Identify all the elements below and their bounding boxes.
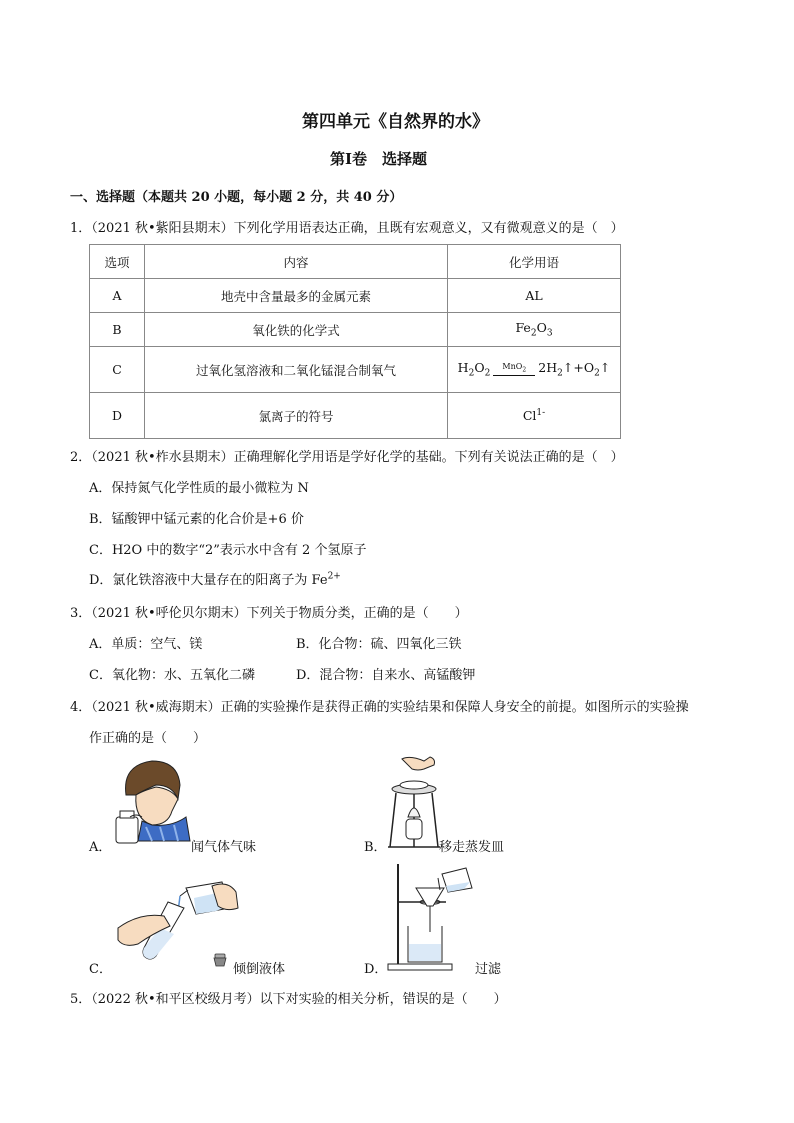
filtration-illustration <box>384 858 476 974</box>
question-4-option-d-letter: D． <box>364 962 388 977</box>
question-3-option-a: A．单质：空气、镁 <box>89 637 203 652</box>
question-4-option-b-letter: B． <box>364 840 387 855</box>
row-option: C <box>90 347 145 393</box>
question-5-stem: 5．（2022 秋•和平区校级月考）以下对实验的相关分析，错误的是（ ） <box>70 992 507 1007</box>
question-3-option-b: B．化合物：硫、四氧化三铁 <box>296 637 462 652</box>
question-3-stem: 3．（2021 秋•呼伦贝尔期末）下列关于物质分类，正确的是（ ） <box>70 606 468 621</box>
question-1-stem: 1．（2021 秋•紫阳县期末）下列化学用语表达正确，且既有宏观意义，又有微观意义的是（ ） <box>70 221 624 236</box>
question-2-option-c: C．H2O 中的数字“2”表示水中含有 2 个氢原子 <box>89 543 367 558</box>
smell-gas-illustration <box>112 755 192 845</box>
question-2-option-d: D．氯化铁溶液中大量存在的阳离子为 $Fe^{2+}$ <box>89 571 341 588</box>
header-option: 选项 <box>90 245 145 279</box>
row-formula: $H_2O_2$ MnO$_2$ $2H_2↑+O_2↑$ <box>448 347 621 393</box>
row-option: A <box>90 279 145 313</box>
question-4-option-d-caption: 过滤 <box>475 962 502 977</box>
question-1-table <box>89 244 621 439</box>
table-row <box>90 347 621 393</box>
row-formula: $Cl^{1-}$ <box>448 393 621 439</box>
question-4-stem-line1: 4．（2021 秋•威海期末）正确的实验操作是获得正确的实验结果和保障人身安全的前提。如图所示的实验操 <box>70 700 689 715</box>
row-content: 氯离子的符号 <box>145 393 448 439</box>
row-content: 地壳中含量最多的金属元素 <box>145 279 448 313</box>
table-row <box>90 313 621 347</box>
question-4-option-c-caption: 倾倒液体 <box>233 962 286 977</box>
question-3-option-d: D．混合物：自来水、高锰酸钾 <box>296 668 476 683</box>
question-4-stem-line2: 作正确的是（ ） <box>89 731 207 746</box>
question-4-option-b-caption: 移走蒸发皿 <box>439 840 505 855</box>
row-formula: $Fe_2O_3$ <box>448 313 621 347</box>
question-3-option-c: C．氧化物：水、五氧化二磷 <box>89 668 255 683</box>
section-subtitle: 第Ⅰ卷 选择题 <box>330 150 428 168</box>
question-4-option-c-letter: C． <box>89 962 112 977</box>
page-title: 第四单元《自然界的水》 <box>302 112 489 132</box>
question-2-option-b: B．锰酸钾中锰元素的化合价是+6 价 <box>89 512 304 527</box>
header-formula: 化学用语 <box>448 245 621 279</box>
question-4-option-a-caption: 闻气体气味 <box>191 840 257 855</box>
row-option: B <box>90 313 145 347</box>
table-row <box>90 393 621 439</box>
evaporating-dish-illustration <box>384 755 444 855</box>
question-2-stem: 2．（2021 秋•柞水县期末）正确理解化学用语是学好化学的基础。下列有关说法正确的是（ ） <box>70 450 624 465</box>
header-content: 内容 <box>145 245 448 279</box>
question-2-option-a: A．保持氮气化学性质的最小微粒为 N <box>89 481 309 496</box>
question-4-option-a-letter: A． <box>89 840 112 855</box>
table-header-row <box>90 245 621 279</box>
row-formula: AL <box>448 279 621 313</box>
bottle-stopper-icon <box>212 953 228 967</box>
section-heading: 一、选择题（本题共 20 小题，每小题 2 分，共 40 分） <box>70 190 403 205</box>
row-option: D <box>90 393 145 439</box>
row-content: 过氧化氢溶液和二氧化锰混合制氧气 <box>145 347 448 393</box>
table-row <box>90 279 621 313</box>
row-content: 氧化铁的化学式 <box>145 313 448 347</box>
